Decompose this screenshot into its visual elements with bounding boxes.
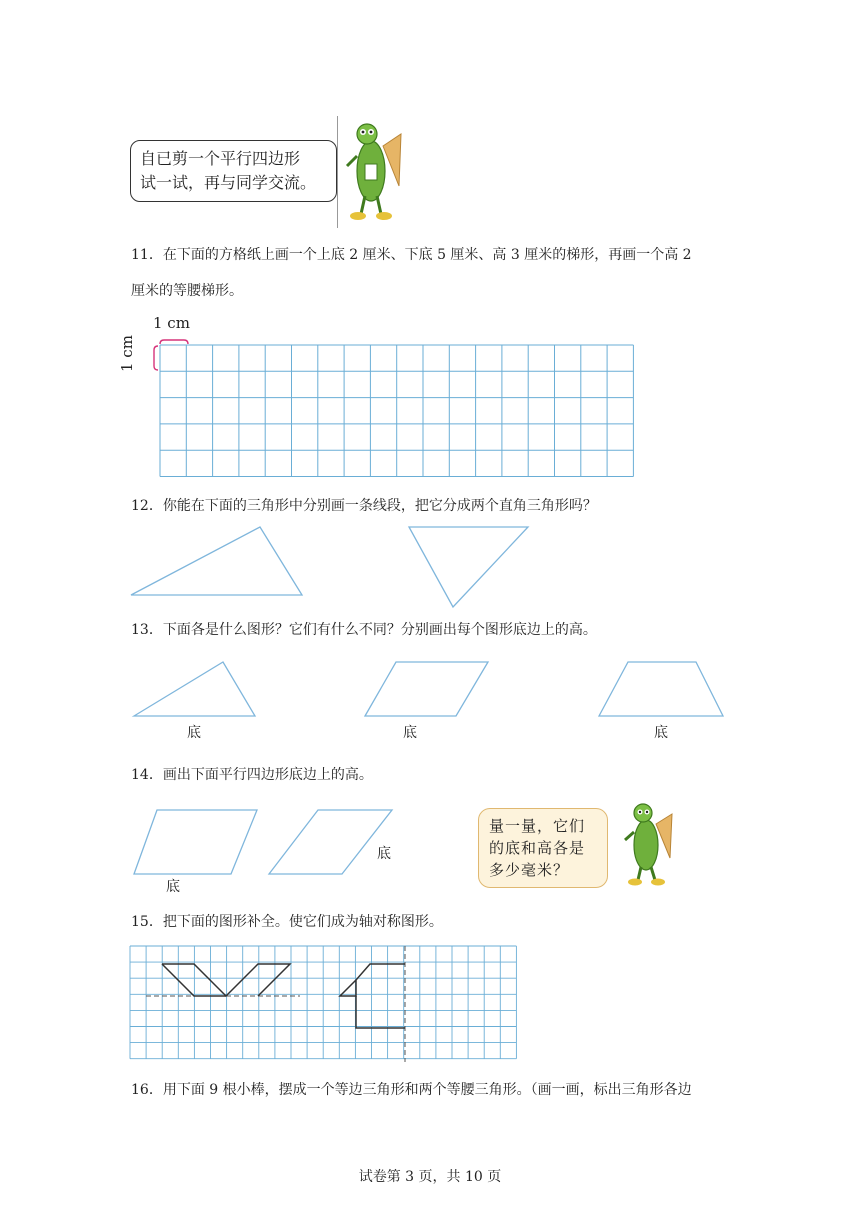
grid-paper-11 xyxy=(160,345,636,477)
triangle-12-left xyxy=(130,525,310,605)
page-footer: 试卷第 3 页，共 10 页 xyxy=(358,1169,502,1185)
tip-line-2: 试一试，再与同学交流。 xyxy=(140,173,317,192)
question-13: 13．下面各是什么图形？它们有什么不同？分别画出每个图形底边上的高。 xyxy=(131,622,597,638)
trapezoid-13 xyxy=(598,660,728,720)
unit-label-horizontal: 1 cm xyxy=(153,314,190,332)
base-label-14-1: 底 xyxy=(166,879,180,895)
bubble-line-3: 多少毫米？ xyxy=(489,861,570,879)
base-label-14-2: 底 xyxy=(377,846,391,862)
question-16: 16．用下面 9 根小棒，摆成一个等边三角形和两个等腰三角形。（画一画，标出三角形各边 xyxy=(131,1082,692,1098)
question-12: 12．你能在下面的三角形中分别画一条线段，把它分成两个直角三角形吗？ xyxy=(131,498,597,514)
base-label-13-2: 底 xyxy=(403,725,417,741)
triangle-12-right xyxy=(408,525,538,615)
tip-bubble xyxy=(130,140,337,202)
measure-bubble xyxy=(478,808,608,888)
base-label-13-1: 底 xyxy=(187,725,201,741)
question-11-line-1: 11．在下面的方格纸上画一个上底 2 厘米、下底 5 厘米、高 3 厘米的梯形，再画一个高 2 xyxy=(131,247,692,263)
mascot-icon xyxy=(622,798,682,888)
divider-line xyxy=(337,116,338,228)
base-label-13-3: 底 xyxy=(654,725,668,741)
parallelogram-13 xyxy=(364,660,494,720)
question-14: 14．画出下面平行四边形底边上的高。 xyxy=(131,767,373,783)
bubble-line-2: 的底和高各是 xyxy=(489,839,586,857)
question-15: 15．把下面的图形补全。使它们成为轴对称图形。 xyxy=(131,914,443,930)
grid-paper-15 xyxy=(130,946,520,1064)
triangle-13 xyxy=(133,660,263,720)
unit-label-vertical: 1 cm xyxy=(118,335,136,372)
tip-line-1: 自已剪一个平行四边形 xyxy=(140,149,301,168)
mascot-icon xyxy=(343,116,413,226)
parallelogram-14-left xyxy=(133,808,263,878)
question-11-line-2: 厘米的等腰梯形。 xyxy=(131,283,243,299)
bubble-line-1: 量一量，它们 xyxy=(489,817,586,835)
